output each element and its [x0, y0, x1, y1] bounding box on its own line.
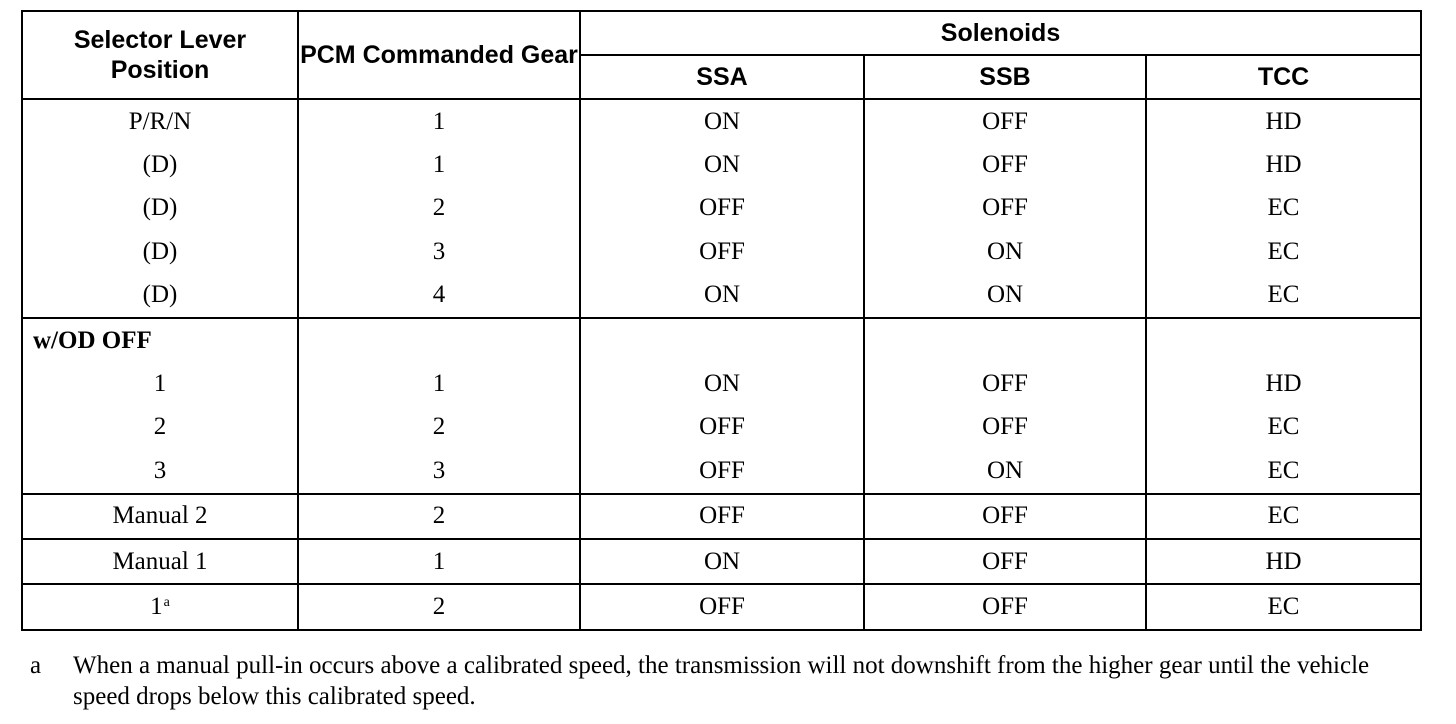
header-tcc: TCC: [1146, 55, 1421, 99]
cell-gear: 1: [298, 143, 580, 186]
cell-selector: Manual 2: [22, 494, 298, 539]
cell-ssb: ON: [864, 274, 1146, 318]
header-pcm-commanded-gear: PCM Commanded Gear: [298, 11, 580, 99]
cell-ssa: ON: [580, 274, 864, 318]
footnote-marker: a: [163, 594, 170, 610]
cell-gear: 4: [298, 274, 580, 318]
cell-ssa: ON: [580, 539, 864, 584]
cell-ssa: OFF: [580, 584, 864, 629]
cell-tcc: HD: [1146, 99, 1421, 143]
cell-selector: [22, 584, 298, 629]
cell-tcc: HD: [1146, 143, 1421, 186]
cell-ssb: ON: [864, 449, 1146, 493]
cell-ssb: OFF: [864, 187, 1146, 230]
cell-ssb: OFF: [864, 406, 1146, 449]
footnote-letter: a: [30, 652, 42, 679]
cell-ssa: OFF: [580, 494, 864, 539]
group-header-row: [22, 318, 1421, 362]
solenoid-table: [21, 10, 1422, 631]
cell-ssa: ON: [580, 99, 864, 143]
cell-selector: 1: [22, 362, 298, 405]
cell-ssb: OFF: [864, 362, 1146, 405]
footnote-text: When a manual pull-in occurs above a calibrated speed, the transmission will not downshift from the higher gear until the vehicle speed drops below this calibrated speed.: [73, 652, 1370, 710]
cell-ssb: OFF: [864, 143, 1146, 186]
cell-gear: 2: [298, 406, 580, 449]
table-row: [22, 449, 1421, 493]
cell-selector: (D): [22, 143, 298, 186]
header-ssb: SSB: [864, 55, 1146, 99]
table-row: [22, 274, 1421, 318]
cell-selector: (D): [22, 187, 298, 230]
cell-tcc: EC: [1146, 406, 1421, 449]
cell-ssb: OFF: [864, 539, 1146, 584]
cell-ssb: OFF: [864, 494, 1146, 539]
cell-ssa: ON: [580, 143, 864, 186]
cell-tcc: EC: [1146, 187, 1421, 230]
cell-tcc: EC: [1146, 449, 1421, 493]
cell-selector: (D): [22, 230, 298, 273]
cell-ssa: OFF: [580, 406, 864, 449]
cell-gear: 2: [298, 584, 580, 629]
cell-selector: P/R/N: [22, 99, 298, 143]
cell-gear: 3: [298, 449, 580, 493]
cell-ssb: ON: [864, 230, 1146, 273]
cell-gear: 1: [298, 99, 580, 143]
header-solenoids: Solenoids: [580, 11, 1421, 55]
table-row: [22, 584, 1421, 629]
cell-tcc: HD: [1146, 539, 1421, 584]
table-row: [22, 539, 1421, 584]
header-ssa: SSA: [580, 55, 864, 99]
cell-ssa: OFF: [580, 187, 864, 230]
cell-ssb: OFF: [864, 99, 1146, 143]
cell-ssa: ON: [580, 362, 864, 405]
table-row: [22, 362, 1421, 405]
cell-tcc: EC: [1146, 230, 1421, 273]
cell-selector: 2: [22, 406, 298, 449]
table-row: [22, 187, 1421, 230]
cell-selector: Manual 1: [22, 539, 298, 584]
cell-ssa: OFF: [580, 449, 864, 493]
cell-gear: 1: [298, 539, 580, 584]
cell-tcc: HD: [1146, 362, 1421, 405]
cell-gear: 1: [298, 362, 580, 405]
cell-ssa: OFF: [580, 230, 864, 273]
header-selector-lever-position: Selector Lever Position: [22, 11, 298, 99]
selector-value: 1: [150, 592, 163, 620]
cell-gear: 3: [298, 230, 580, 273]
cell-gear: 2: [298, 187, 580, 230]
table-row: [22, 406, 1421, 449]
table-row: [22, 494, 1421, 539]
table-row: [22, 230, 1421, 273]
cell-selector: 3: [22, 449, 298, 493]
cell-tcc: EC: [1146, 584, 1421, 629]
cell-tcc: EC: [1146, 494, 1421, 539]
cell-gear: 2: [298, 494, 580, 539]
table-row: [22, 143, 1421, 186]
table-row: [22, 99, 1421, 143]
cell-ssb: OFF: [864, 584, 1146, 629]
od-off-label: w/OD OFF: [22, 318, 298, 362]
cell-tcc: EC: [1146, 274, 1421, 318]
cell-selector: (D): [22, 274, 298, 318]
